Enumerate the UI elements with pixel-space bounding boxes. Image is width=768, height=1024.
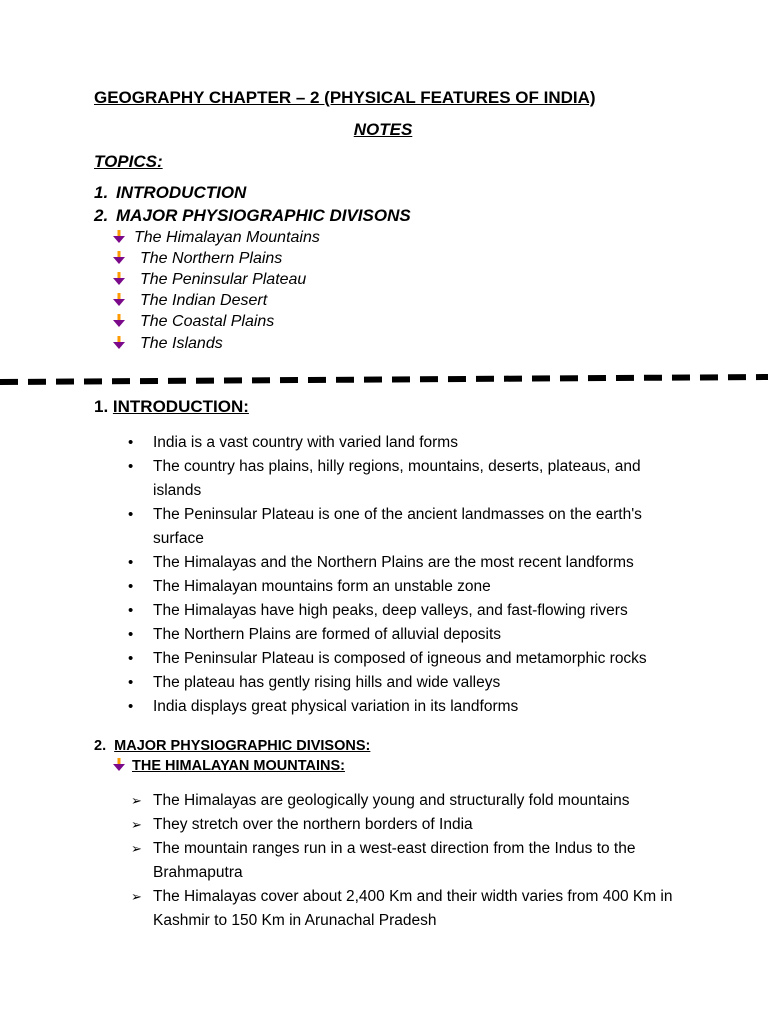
toc-item-introduction [94, 183, 246, 203]
division-item [112, 229, 320, 247]
arrow-down-icon [112, 314, 126, 328]
himalayan-subheading [112, 758, 345, 774]
toc-label: INTRODUCTION [116, 183, 247, 202]
division-label: The Indian Desert [140, 292, 268, 309]
introduction-list [128, 431, 688, 719]
division-item [112, 335, 223, 353]
introduction-heading [94, 397, 249, 417]
arrow-down-icon [112, 293, 126, 307]
division-item [112, 292, 267, 310]
arrow-down-icon [112, 758, 126, 772]
toc-label: MAJOR PHYSIOGRAPHIC DIVISONS [116, 206, 411, 225]
division-item [112, 250, 282, 268]
page-title: GEOGRAPHY CHAPTER – 2 (PHYSICAL FEATURES OF INDIA) [94, 88, 596, 107]
arrow-down-icon [112, 230, 126, 244]
list-item: • The Peninsular Plateau is one of the ancient landmasses on the earth's surface [128, 503, 688, 551]
toc-number: 1. [94, 183, 109, 202]
arrow-down-icon [112, 336, 126, 350]
list-item: • The Himalayas and the Northern Plains are the most recent landforms [128, 551, 688, 575]
dashed-separator [0, 372, 768, 388]
list-item: • The Northern Plains are formed of alluvial deposits [128, 623, 688, 647]
himalayan-list [131, 789, 691, 933]
division-label: The Himalayan Mountains [134, 229, 320, 246]
division-label: The Peninsular Plateau [140, 271, 307, 288]
section-title: MAJOR PHYSIOGRAPHIC DIVISONS: [114, 738, 371, 754]
list-item: • The Peninsular Plateau is composed of igneous and metamorphic rocks [128, 647, 688, 671]
list-item: ➢ The mountain ranges run in a west-east direction from the Indus to the Brahmaputra [131, 837, 691, 885]
section-title: INTRODUCTION: [112, 397, 249, 416]
notes-heading: NOTES [353, 120, 413, 139]
section-number: 1. [94, 397, 109, 416]
topics-heading: TOPICS: [94, 152, 163, 171]
arrow-down-icon [112, 272, 126, 286]
list-item: • India is a vast country with varied land forms [128, 431, 688, 455]
division-label: The Islands [140, 335, 223, 352]
list-item: • India displays great physical variation in its landforms [128, 695, 688, 719]
division-label: The Coastal Plains [140, 313, 275, 330]
list-item: ➢ The Himalayas cover about 2,400 Km and their width varies from 400 Km in Kashmir to 150 Km in Arunachal Pradesh [131, 885, 691, 933]
subheading-text: THE HIMALAYAN MOUNTAINS: [132, 758, 345, 774]
list-item: • The plateau has gently rising hills and wide valleys [128, 671, 688, 695]
toc-number: 2. [94, 206, 109, 225]
division-item [112, 271, 306, 289]
list-item: ➢ They stretch over the northern borders of India [131, 813, 691, 837]
division-label: The Northern Plains [140, 250, 283, 267]
division-item [112, 313, 274, 331]
list-item: • The country has plains, hilly regions, mountains, deserts, plateaus, and islands [128, 455, 688, 503]
list-item: • The Himalayas have high peaks, deep valleys, and fast-flowing rivers [128, 599, 688, 623]
list-item: • The Himalayan mountains form an unstable zone [128, 575, 688, 599]
section-number: 2. [94, 738, 107, 754]
list-item: ➢ The Himalayas are geologically young and structurally fold mountains [131, 789, 691, 813]
divisions-heading [94, 738, 370, 754]
toc-item-divisions [94, 206, 411, 226]
arrow-down-icon [112, 251, 126, 265]
